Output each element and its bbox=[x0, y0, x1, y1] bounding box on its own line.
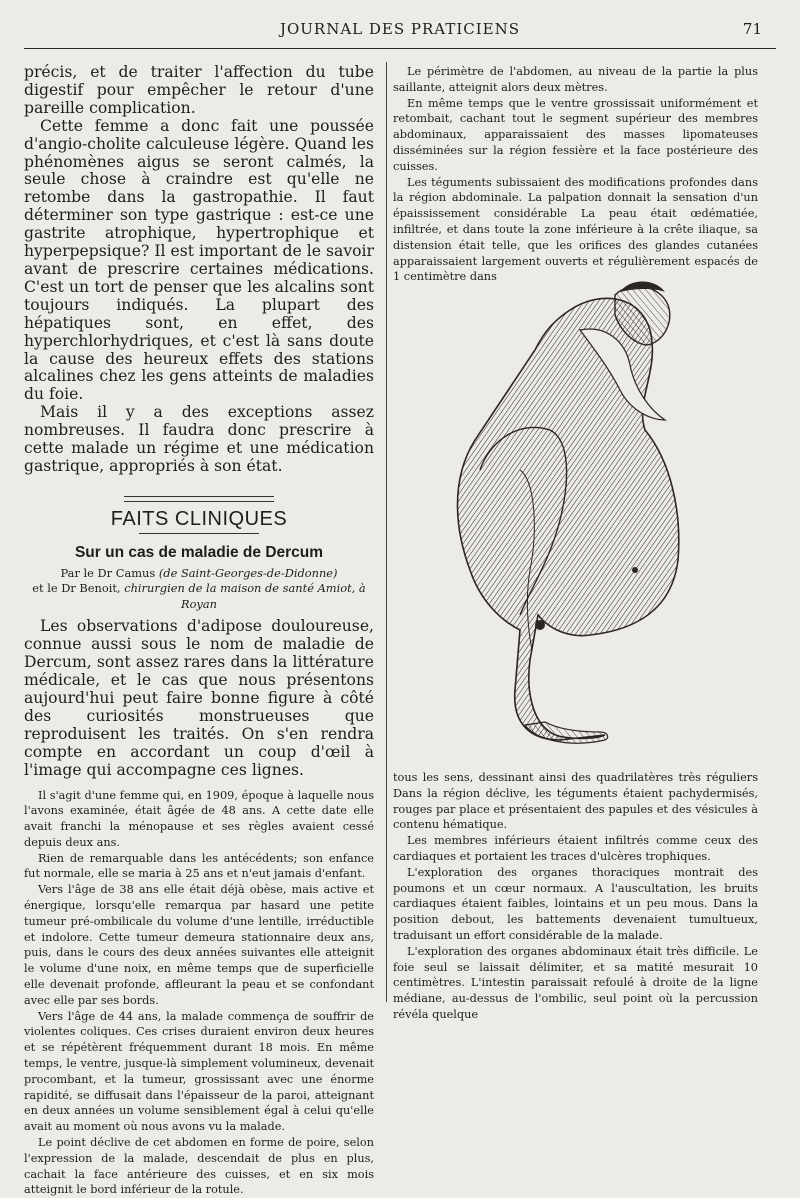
paragraph: Le point déclive de cet abdomen en forme de poire, selon l'expression de la malade, descendait de plus en plus, cachait la face antérieure des cuisses, et en six mois atteignit le bord inférieur de la rotule. bbox=[24, 1135, 374, 1198]
column-divider bbox=[386, 62, 387, 1002]
section-rule bbox=[124, 496, 274, 502]
page-number: 71 bbox=[743, 20, 762, 38]
paragraph: Rien de remarquable dans les antécédents; son enfance fut normale, elle se maria à 25 ans et n'eut jamais d'enfant. bbox=[24, 851, 374, 883]
running-header bbox=[24, 18, 776, 49]
intro-text bbox=[24, 64, 374, 476]
engraving-figure-icon bbox=[420, 270, 730, 760]
byline bbox=[24, 566, 374, 613]
paragraph: Cette femme a donc fait une poussée d'angio-cholite calculeuse légère. Quand les phénomènes aigus se seront calmés, la seule chose à craindre est qu'elle ne retombe dans la gastropathie. Il faut déterminer son type gastrique : est-ce une gastrite atrophique, hypertrophique et hyperpepsique? Il est important de le savoir avant de prescrire certaines médications. C'est un tort de penser que les alcalins sont toujours indiqués. La plupart des hépatiques sont, en effet, des hyperchlorhydriques, et c'est là sans doute la cause des heureux effets des stations alcalines chez les gens atteints de maladies du foie. bbox=[24, 118, 374, 405]
journal-title: JOURNAL DES PRATICIENS bbox=[24, 20, 776, 38]
byline-authors-2: et le Dr Benoit, bbox=[32, 581, 124, 595]
paragraph: Mais il y a des exceptions assez nombreuses. Il faudra donc prescrire à cette malade un régime et une médication gastrique, appropriés à son état. bbox=[24, 404, 374, 476]
byline-authors-1: Par le Dr Camus bbox=[61, 566, 159, 580]
section-underline bbox=[139, 533, 259, 534]
paragraph: Les membres inférieurs étaient infiltrés comme ceux des cardiaques et portaient les traces d'ulcères trophiques. bbox=[393, 833, 758, 865]
section-title: FAITS CLINIQUES bbox=[24, 508, 374, 531]
paragraph: En même temps que le ventre grossissait uniformément et retombait, cachant tout le segment supérieur des membres abdominaux, apparaissaient des masses lipomateuses disséminées sur la région fessière et la face postérieure des cuisses. bbox=[393, 96, 758, 175]
paragraph: Il s'agit d'une femme qui, en 1909, époque à laquelle nous l'avons examinée, était âgée de 48 ans. A cette date elle avait franchi la ménopause et ses règles avaient cessé depuis deux ans. bbox=[24, 788, 374, 851]
article-title: Sur un cas de maladie de Dercum bbox=[24, 544, 374, 562]
paragraph: Vers l'âge de 44 ans, la malade commença de souffrir de violentes coliques. Ces crises duraient environ deux heures et se répétèrent fréquemment durant 18 mois. En même temps, le ventre, jusque-là simplement volumineux, devenait procombant, et la tumeur, grossissant avec une énorme rapidité, se diffusait dans l'épaisseur de la paroi, atteignant en deux années un volume sensiblement égal à celui qu'elle avait au moment où nous avons vu la malade. bbox=[24, 1009, 374, 1135]
body-text bbox=[24, 788, 374, 1198]
patient-illustration bbox=[420, 270, 730, 760]
byline-affiliation-1: (de Saint-Georges-de-Didonne) bbox=[159, 566, 338, 580]
lead-text bbox=[24, 618, 374, 779]
paragraph: Vers l'âge de 38 ans elle était déjà obèse, mais active et énergique, lorsqu'elle remarqua par hasard une petite tumeur pré-ombilicale du volume d'une lentille, irréductible et indolore. Cette tumeur demeura stationnaire deux ans, puis, dans le cours des deux années suivantes elle atteignit le volume d'une noix, en même temps que de superficielle elle devenait profonde, affleurant la peau et se confondant avec elle par ses bords. bbox=[24, 882, 374, 1008]
lead-paragraph: Les observations d'adipose douloureuse, connue aussi sous le nom de maladie de Dercum, sont assez rares dans la littérature médicale, et le cas que nous présentons aujourd'hui peut faire bonne figure à côté des curiosités monstrueuses que reproduisent les traités. On s'en rendra compte en accordant un coup d'œil à l'image qui accompagne ces lignes. bbox=[24, 618, 374, 779]
paragraph: Le périmètre de l'abdomen, au niveau de la partie la plus saillante, atteignit alors deux mètres. bbox=[393, 64, 758, 96]
paragraph: L'exploration des organes thoraciques montrait des poumons et un cœur normaux. A l'auscultation, les bruits cardiaques étaient faibles, lointains et un peu mous. Dans la position debout, les battements devenaient tumultueux, traduisant un effort considérable de la malade. bbox=[393, 865, 758, 944]
paragraph: Les téguments subissaient des modifications profondes dans la région abdominale. La palpation donnait la sensation d'un épaississement considérable La peau était œdématiée, infiltrée, et dans toute la zone inférieure à la crête iliaque, sa distension était telle, que les orifices des glandes cutanées apparaissaient largement ouverts et régulièrement espacés de 1 centimètre dans bbox=[393, 175, 758, 286]
byline-affiliation-2: chirurgien de la maison de santé Amiot, à Royan bbox=[124, 581, 366, 611]
paragraph: L'exploration des organes abdominaux était très difficile. Le foie seul se laissait délimiter, et sa matité mesurait 10 centimètres. L'intestin paraissait refoulé à droite de la ligne médiane, au-dessus de l'ombilic, seul point où la percussion révéla quelque bbox=[393, 944, 758, 1023]
right-column-bottom bbox=[393, 770, 758, 1023]
left-column bbox=[24, 64, 374, 1198]
paragraph: précis, et de traiter l'affection du tube digestif pour empêcher le retour d'une pareille complication. bbox=[24, 64, 374, 118]
paragraph: tous les sens, dessinant ainsi des quadrilatères très réguliers Dans la région déclive, les téguments étaient pachydermisés, rouges par place et présentaient des papules et des vésicules à contenu hématique. bbox=[393, 770, 758, 833]
right-column-top bbox=[393, 64, 758, 285]
